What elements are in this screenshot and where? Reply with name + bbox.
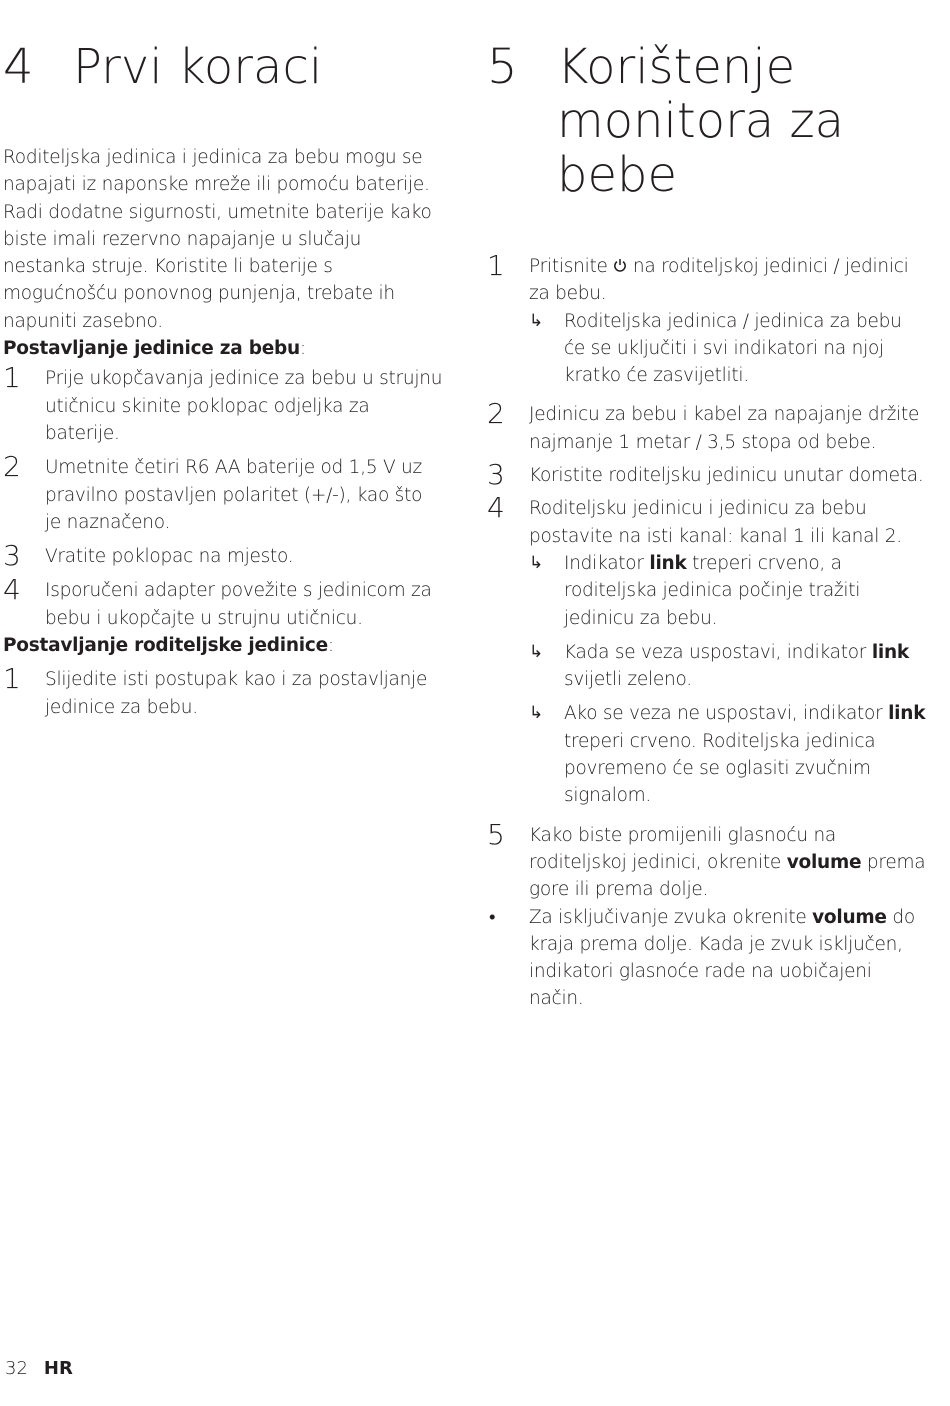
result-text: Kada se veza uspostavi, indikator link svijetli zeleno. bbox=[564, 641, 909, 691]
result-item bbox=[529, 700, 927, 809]
step-text: Pritisnite na roditeljskoj jedinici / jedinici za bebu. bbox=[529, 256, 909, 305]
step-number: 5 bbox=[487, 817, 505, 851]
step-text: Prije ukopčavanja jedinice za bebu u strujnu utičnicu skinite poklopac odjeljka za baterije. bbox=[45, 368, 443, 444]
step-text: Vratite poklopac na mjesto. bbox=[45, 546, 294, 568]
step-number: 3 bbox=[487, 458, 505, 492]
result-text: Roditeljska jedinica / jedinica za bebu će se uključiti i svi indikatori na njoj kratko će zasvijetliti. bbox=[564, 310, 902, 387]
baby-step-3 bbox=[3, 539, 443, 573]
section-number: 4 bbox=[3, 39, 34, 95]
step-number: 4 bbox=[487, 491, 505, 525]
parent-setup-heading: Postavljanje roditeljske jedinice: bbox=[3, 635, 334, 657]
page-number: 32 bbox=[5, 1358, 28, 1379]
step-number: 4 bbox=[3, 573, 21, 607]
use-step-4 bbox=[487, 491, 927, 550]
use-step-1-result-wrap bbox=[487, 308, 927, 390]
step-number: 2 bbox=[487, 397, 505, 431]
language-code: HR bbox=[43, 1358, 73, 1379]
step-number: 1 bbox=[3, 361, 21, 395]
page-footer bbox=[5, 1357, 73, 1381]
step-text: Slijedite isti postupak kao i za postavljanje jedinice za bebu. bbox=[45, 669, 428, 718]
section-title-line-2: monitora za bbox=[557, 93, 845, 149]
section-title-line-3: bebe bbox=[557, 147, 677, 203]
power-icon bbox=[613, 258, 627, 273]
use-step-1 bbox=[487, 249, 927, 308]
step-number: 1 bbox=[3, 662, 21, 696]
step-text: Koristite roditeljsku jedinicu unutar dometa. bbox=[529, 465, 924, 487]
result-text: Indikator link treperi crveno, a roditeljska jedinica počinje tražiti jedinicu za bebu. bbox=[564, 552, 861, 629]
result-text: Ako se veza ne uspostavi, indikator link treperi crveno. Roditeljska jedinica povremeno će se oglasiti zvučnim signalom. bbox=[564, 703, 926, 807]
step-number: 3 bbox=[3, 539, 21, 573]
left-body bbox=[3, 144, 443, 721]
section-number: 5 bbox=[487, 39, 518, 95]
intro-paragraph: Roditeljska jedinica i jedinica za bebu mogu se napajati iz naponske mreže ili pomoću baterije. Radi dodatne sigurnosti, umetnite baterije kako biste imali rezervno napajanje u slučaju nestanka struje. Koristite li baterije s mogućnošću ponovnog punjenja, trebate ih napuniti zasebno. bbox=[3, 147, 432, 332]
section-title: Prvi koraci bbox=[73, 39, 323, 95]
right-body bbox=[487, 249, 927, 1013]
step-text: Isporučeni adapter povežite s jedinicom za bebu i ukopčajte u strujnu utičnicu. bbox=[45, 580, 432, 629]
step-text: Kako biste promijenili glasnoću na roditeljskoj jedinici, okrenite volume prema gore ili prema dolje. bbox=[529, 824, 926, 901]
baby-step-1 bbox=[3, 361, 443, 447]
baby-step-2 bbox=[3, 450, 443, 536]
step-text: Roditeljsku jedinicu i jedinicu za bebu postavite na isti kanal: kanal 1 ili kanal 2. bbox=[529, 498, 902, 547]
baby-setup-heading: Postavljanje jedinice za bebu: bbox=[3, 338, 306, 360]
step-text: Umetnite četiri R6 AA baterije od 1,5 V uz pravilno postavljen polaritet (+/-), kao što je naznačeno. bbox=[45, 457, 423, 533]
use-step-4-results bbox=[487, 550, 927, 810]
baby-step-4 bbox=[3, 573, 443, 632]
result-arrow-icon: ↳ bbox=[529, 552, 543, 573]
use-step-3 bbox=[487, 458, 927, 492]
use-step-2 bbox=[487, 397, 927, 456]
step-number: 2 bbox=[3, 450, 21, 484]
section-title-line-1: Korištenje bbox=[557, 39, 796, 95]
result-item bbox=[529, 308, 927, 390]
result-arrow-icon: ↳ bbox=[529, 703, 543, 724]
step-number: 1 bbox=[487, 249, 505, 282]
result-arrow-icon: ↳ bbox=[529, 641, 543, 662]
bullet-dot: • bbox=[489, 906, 496, 928]
parent-step-1 bbox=[3, 662, 443, 721]
bullet-text: Za isključivanje zvuka okrenite volume do kraja prema dolje. Kada je zvuk isključen, indikatori glasnoće rade na uobičajeni način. bbox=[529, 906, 915, 1010]
use-step-5-bullet bbox=[487, 904, 927, 1013]
step-text: Jedinicu za bebu i kabel za napajanje držite najmanje 1 metar / 3,5 stopa od bebe. bbox=[529, 404, 920, 453]
use-step-5 bbox=[487, 817, 927, 904]
result-item bbox=[529, 639, 927, 694]
result-item bbox=[529, 550, 927, 632]
result-arrow-icon: ↳ bbox=[529, 310, 543, 331]
